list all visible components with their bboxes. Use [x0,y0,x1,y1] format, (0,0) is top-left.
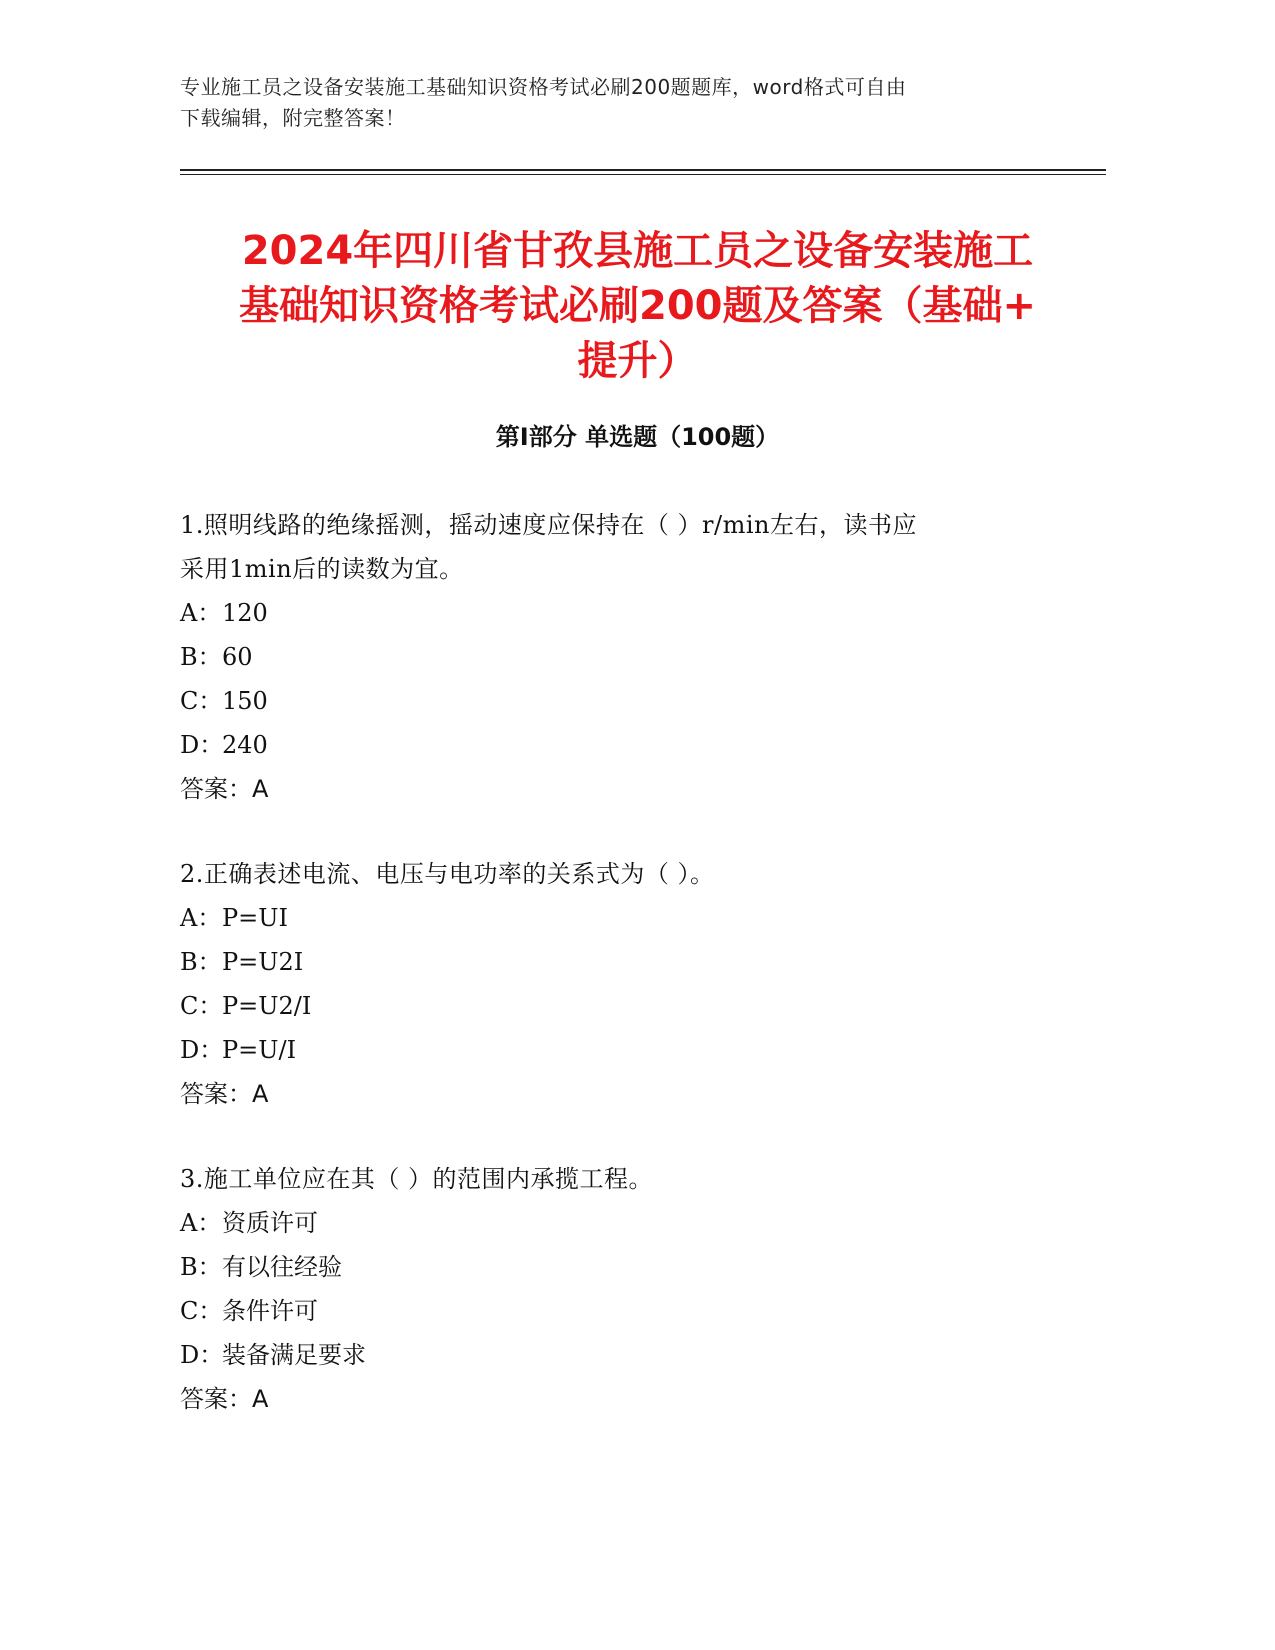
question-1 [180,503,1060,811]
option-text: 资质许可 [222,1209,318,1237]
option-text: 150 [222,687,268,715]
header-note [180,72,1060,134]
option-text: 120 [222,599,268,627]
document-title [160,224,1115,389]
option-text: 条件许可 [222,1297,318,1325]
header-note-line-2: 下载编辑，附完整答案！ [180,106,406,130]
header-divider-thick [180,169,1106,171]
option-text: P=UI [222,904,288,932]
title-line-3: 提升） [577,338,698,384]
option-c [180,984,1060,1028]
title-line-1: 2024年四川省甘孜县施工员之设备安装施工 [241,228,1034,274]
option-letter: C： [180,992,223,1020]
question-3 [180,1157,1060,1421]
option-b [180,940,1060,984]
option-letter: B： [180,1253,222,1281]
answer: 答案：A [180,1080,269,1108]
option-letter: B： [180,643,222,671]
option-letter: D： [180,1036,224,1064]
answer: 答案：A [180,1385,269,1413]
option-b [180,1245,1060,1289]
title-line-2: 基础知识资格考试必刷200题及答案（基础+ [238,283,1036,329]
question-stem-line-2: 采用1min后的读数为宜。 [180,555,464,583]
option-c [180,679,1060,723]
option-text: P=U2I [222,948,304,976]
option-text: P=U/I [222,1036,297,1064]
option-letter: B： [180,948,222,976]
option-text: 240 [222,731,268,759]
question-2 [180,852,1060,1116]
section-heading: 第Ⅰ部分 单选题（100题） [495,423,780,451]
option-text: P=U2/I [222,992,312,1020]
option-c [180,1289,1060,1333]
header-divider-thin [180,174,1106,175]
option-letter: A： [180,599,222,627]
option-d [180,723,1060,767]
question-stem-line-1: 2.正确表述电流、电压与电功率的关系式为（ ）。 [180,860,715,888]
option-a [180,1201,1060,1245]
option-text: 有以往经验 [222,1253,342,1281]
option-letter: D： [180,731,224,759]
option-text: 装备满足要求 [222,1341,366,1369]
option-letter: C： [180,1297,223,1325]
option-a [180,896,1060,940]
option-letter: D： [180,1341,224,1369]
question-stem-line-1: 1.照明线路的绝缘摇测，摇动速度应保持在（ ）r/min左右，读书应 [180,511,917,539]
question-list [180,503,1060,1462]
option-d [180,1028,1060,1072]
option-a [180,591,1060,635]
question-stem-line-1: 3.施工单位应在其（ ）的范围内承揽工程。 [180,1165,654,1193]
answer: 答案：A [180,775,269,803]
header-note-line-1: 专业施工员之设备安装施工基础知识资格考试必刷200题题库，word格式可自由 [180,75,907,99]
option-d [180,1333,1060,1377]
option-letter: C： [180,687,223,715]
option-b [180,635,1060,679]
option-letter: A： [180,904,222,932]
option-text: 60 [222,643,253,671]
option-letter: A： [180,1209,222,1237]
